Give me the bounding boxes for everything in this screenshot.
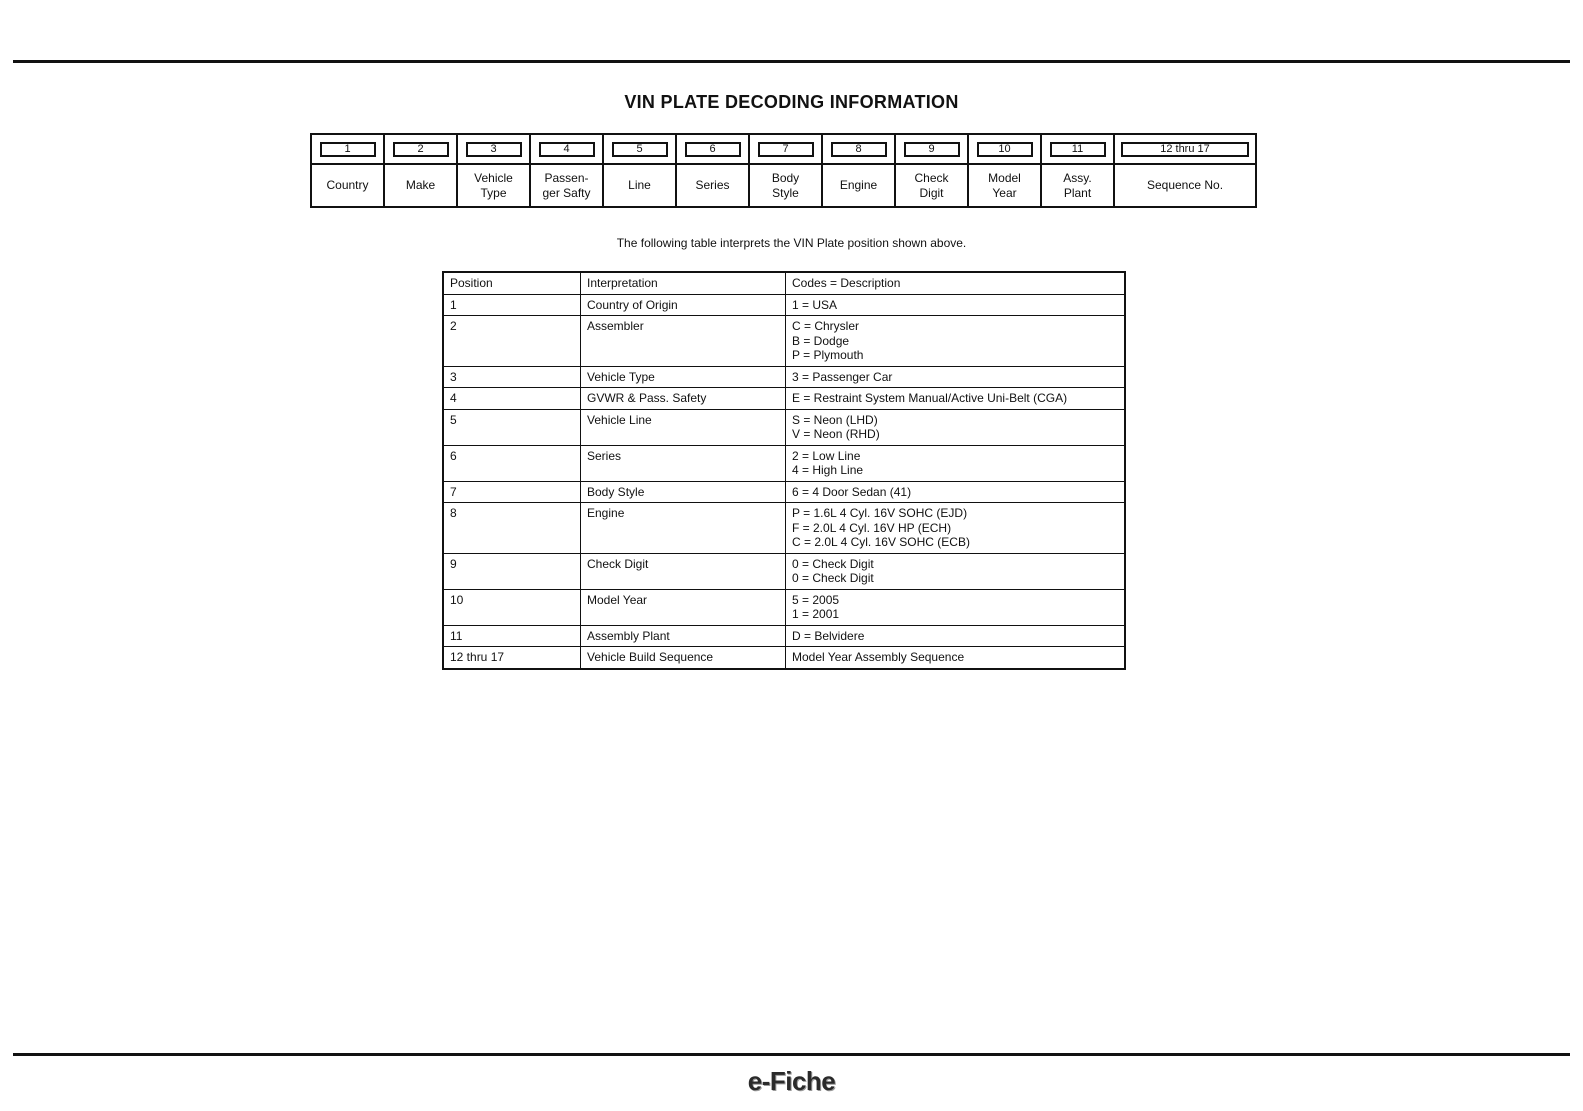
vin-position-number-row bbox=[385, 135, 456, 165]
codes-description-cell: S = Neon (LHD) V = Neon (RHD) bbox=[786, 409, 1126, 445]
table-row bbox=[443, 316, 1125, 367]
table-caption: The following table interprets the VIN Plate position shown above. bbox=[616, 236, 967, 250]
vin-position-cell bbox=[531, 135, 604, 206]
vin-position-label: Country bbox=[326, 178, 369, 192]
vin-position-number-row bbox=[458, 135, 529, 165]
column-header: Position bbox=[443, 272, 581, 294]
vin-position-label: Model Year bbox=[988, 170, 1021, 200]
position-cell: 2 bbox=[443, 316, 581, 367]
codes-description-cell: 0 = Check Digit 0 = Check Digit bbox=[786, 553, 1126, 589]
vin-position-cell bbox=[1042, 135, 1115, 206]
vin-position-label: Series bbox=[695, 178, 730, 192]
vin-position-number: 1 bbox=[320, 142, 376, 157]
table-row bbox=[443, 553, 1125, 589]
position-cell: 9 bbox=[443, 553, 581, 589]
vin-position-number: 8 bbox=[831, 142, 887, 157]
table-row bbox=[443, 388, 1125, 410]
table-row bbox=[443, 503, 1125, 554]
column-header: Interpretation bbox=[581, 272, 786, 294]
codes-description-cell: 1 = USA bbox=[786, 294, 1126, 316]
vin-position-label: Assy. Plant bbox=[1063, 170, 1092, 200]
interpretation-cell: Model Year bbox=[581, 589, 786, 625]
position-cell: 1 bbox=[443, 294, 581, 316]
top-rule bbox=[13, 60, 1570, 63]
table-row bbox=[443, 445, 1125, 481]
table-row bbox=[443, 366, 1125, 388]
table-row bbox=[443, 625, 1125, 647]
vin-position-cell bbox=[604, 135, 677, 206]
interpretation-cell: GVWR & Pass. Safety bbox=[581, 388, 786, 410]
page-title: VIN PLATE DECODING INFORMATION bbox=[624, 92, 959, 112]
vin-position-number-row bbox=[1042, 135, 1113, 165]
vin-position-number: 3 bbox=[466, 142, 522, 157]
vin-position-cell bbox=[312, 135, 385, 206]
interpretation-cell: Vehicle Line bbox=[581, 409, 786, 445]
vin-position-label: Vehicle Type bbox=[474, 170, 513, 200]
table-header-row bbox=[443, 272, 1125, 294]
position-cell: 11 bbox=[443, 625, 581, 647]
vin-position-number: 5 bbox=[612, 142, 668, 157]
interpretation-cell: Assembler bbox=[581, 316, 786, 367]
vin-position-number-row bbox=[896, 135, 967, 165]
position-cell: 4 bbox=[443, 388, 581, 410]
vin-position-number-row bbox=[750, 135, 821, 165]
vin-position-number-row bbox=[312, 135, 383, 165]
vin-position-number: 4 bbox=[539, 142, 595, 157]
vin-position-cell bbox=[750, 135, 823, 206]
vin-position-cell bbox=[385, 135, 458, 206]
vin-position-number: 11 bbox=[1050, 142, 1106, 157]
vin-position-cell bbox=[458, 135, 531, 206]
vin-position-number: 2 bbox=[393, 142, 449, 157]
position-cell: 10 bbox=[443, 589, 581, 625]
position-cell: 12 thru 17 bbox=[443, 647, 581, 669]
vin-position-label: Sequence No. bbox=[1146, 178, 1224, 192]
interpretation-cell: Vehicle Type bbox=[581, 366, 786, 388]
codes-description-cell: P = 1.6L 4 Cyl. 16V SOHC (EJD) F = 2.0L 4 Cyl. 16V HP (ECH) C = 2.0L 4 Cyl. 16V SOHC (ECB) bbox=[786, 503, 1126, 554]
vin-position-cell bbox=[969, 135, 1042, 206]
vin-position-label: Engine bbox=[839, 178, 878, 192]
vin-position-cell bbox=[823, 135, 896, 206]
interpretation-cell: Country of Origin bbox=[581, 294, 786, 316]
interpretation-cell: Assembly Plant bbox=[581, 625, 786, 647]
interpretation-cell: Series bbox=[581, 445, 786, 481]
vin-position-label: Body Style bbox=[771, 170, 800, 200]
vin-position-number: 12 thru 17 bbox=[1121, 142, 1249, 157]
vin-position-number: 9 bbox=[904, 142, 960, 157]
vin-position-number-row bbox=[823, 135, 894, 165]
table-row bbox=[443, 294, 1125, 316]
codes-description-cell: C = Chrysler B = Dodge P = Plymouth bbox=[786, 316, 1126, 367]
codes-description-cell: 5 = 2005 1 = 2001 bbox=[786, 589, 1126, 625]
interpretation-cell: Body Style bbox=[581, 481, 786, 503]
vin-position-number-row bbox=[604, 135, 675, 165]
table-row bbox=[443, 647, 1125, 669]
vin-position-cell bbox=[896, 135, 969, 206]
table-row bbox=[443, 409, 1125, 445]
vin-position-number-row bbox=[531, 135, 602, 165]
vin-position-label: Line bbox=[628, 178, 651, 192]
table-row bbox=[443, 589, 1125, 625]
vin-interpretation-table bbox=[442, 271, 1126, 670]
vin-position-number-row bbox=[969, 135, 1040, 165]
codes-description-cell: D = Belvidere bbox=[786, 625, 1126, 647]
vin-plate-strip bbox=[310, 133, 1257, 208]
vin-position-label: Make bbox=[405, 178, 436, 192]
position-cell: 7 bbox=[443, 481, 581, 503]
vin-position-number: 7 bbox=[758, 142, 814, 157]
vin-position-number: 10 bbox=[977, 142, 1033, 157]
codes-description-cell: 2 = Low Line 4 = High Line bbox=[786, 445, 1126, 481]
codes-description-cell: E = Restraint System Manual/Active Uni-Belt (CGA) bbox=[786, 388, 1126, 410]
bottom-rule bbox=[13, 1053, 1570, 1056]
interpretation-cell: Vehicle Build Sequence bbox=[581, 647, 786, 669]
vin-position-number-row bbox=[1115, 135, 1255, 165]
codes-description-cell: 3 = Passenger Car bbox=[786, 366, 1126, 388]
codes-description-cell: 6 = 4 Door Sedan (41) bbox=[786, 481, 1126, 503]
vin-position-number: 6 bbox=[685, 142, 741, 157]
vin-position-number-row bbox=[677, 135, 748, 165]
vin-position-label: Check Digit bbox=[914, 170, 949, 200]
vin-position-label: Passen- ger Safty bbox=[542, 170, 591, 200]
position-cell: 6 bbox=[443, 445, 581, 481]
column-header: Codes = Description bbox=[786, 272, 1126, 294]
interpretation-cell: Check Digit bbox=[581, 553, 786, 589]
position-cell: 5 bbox=[443, 409, 581, 445]
vin-position-cell bbox=[677, 135, 750, 206]
efiche-logo: e-Fiche bbox=[747, 1066, 836, 1096]
codes-description-cell: Model Year Assembly Sequence bbox=[786, 647, 1126, 669]
position-cell: 8 bbox=[443, 503, 581, 554]
vin-position-cell bbox=[1115, 135, 1255, 206]
table-row bbox=[443, 481, 1125, 503]
interpretation-cell: Engine bbox=[581, 503, 786, 554]
position-cell: 3 bbox=[443, 366, 581, 388]
